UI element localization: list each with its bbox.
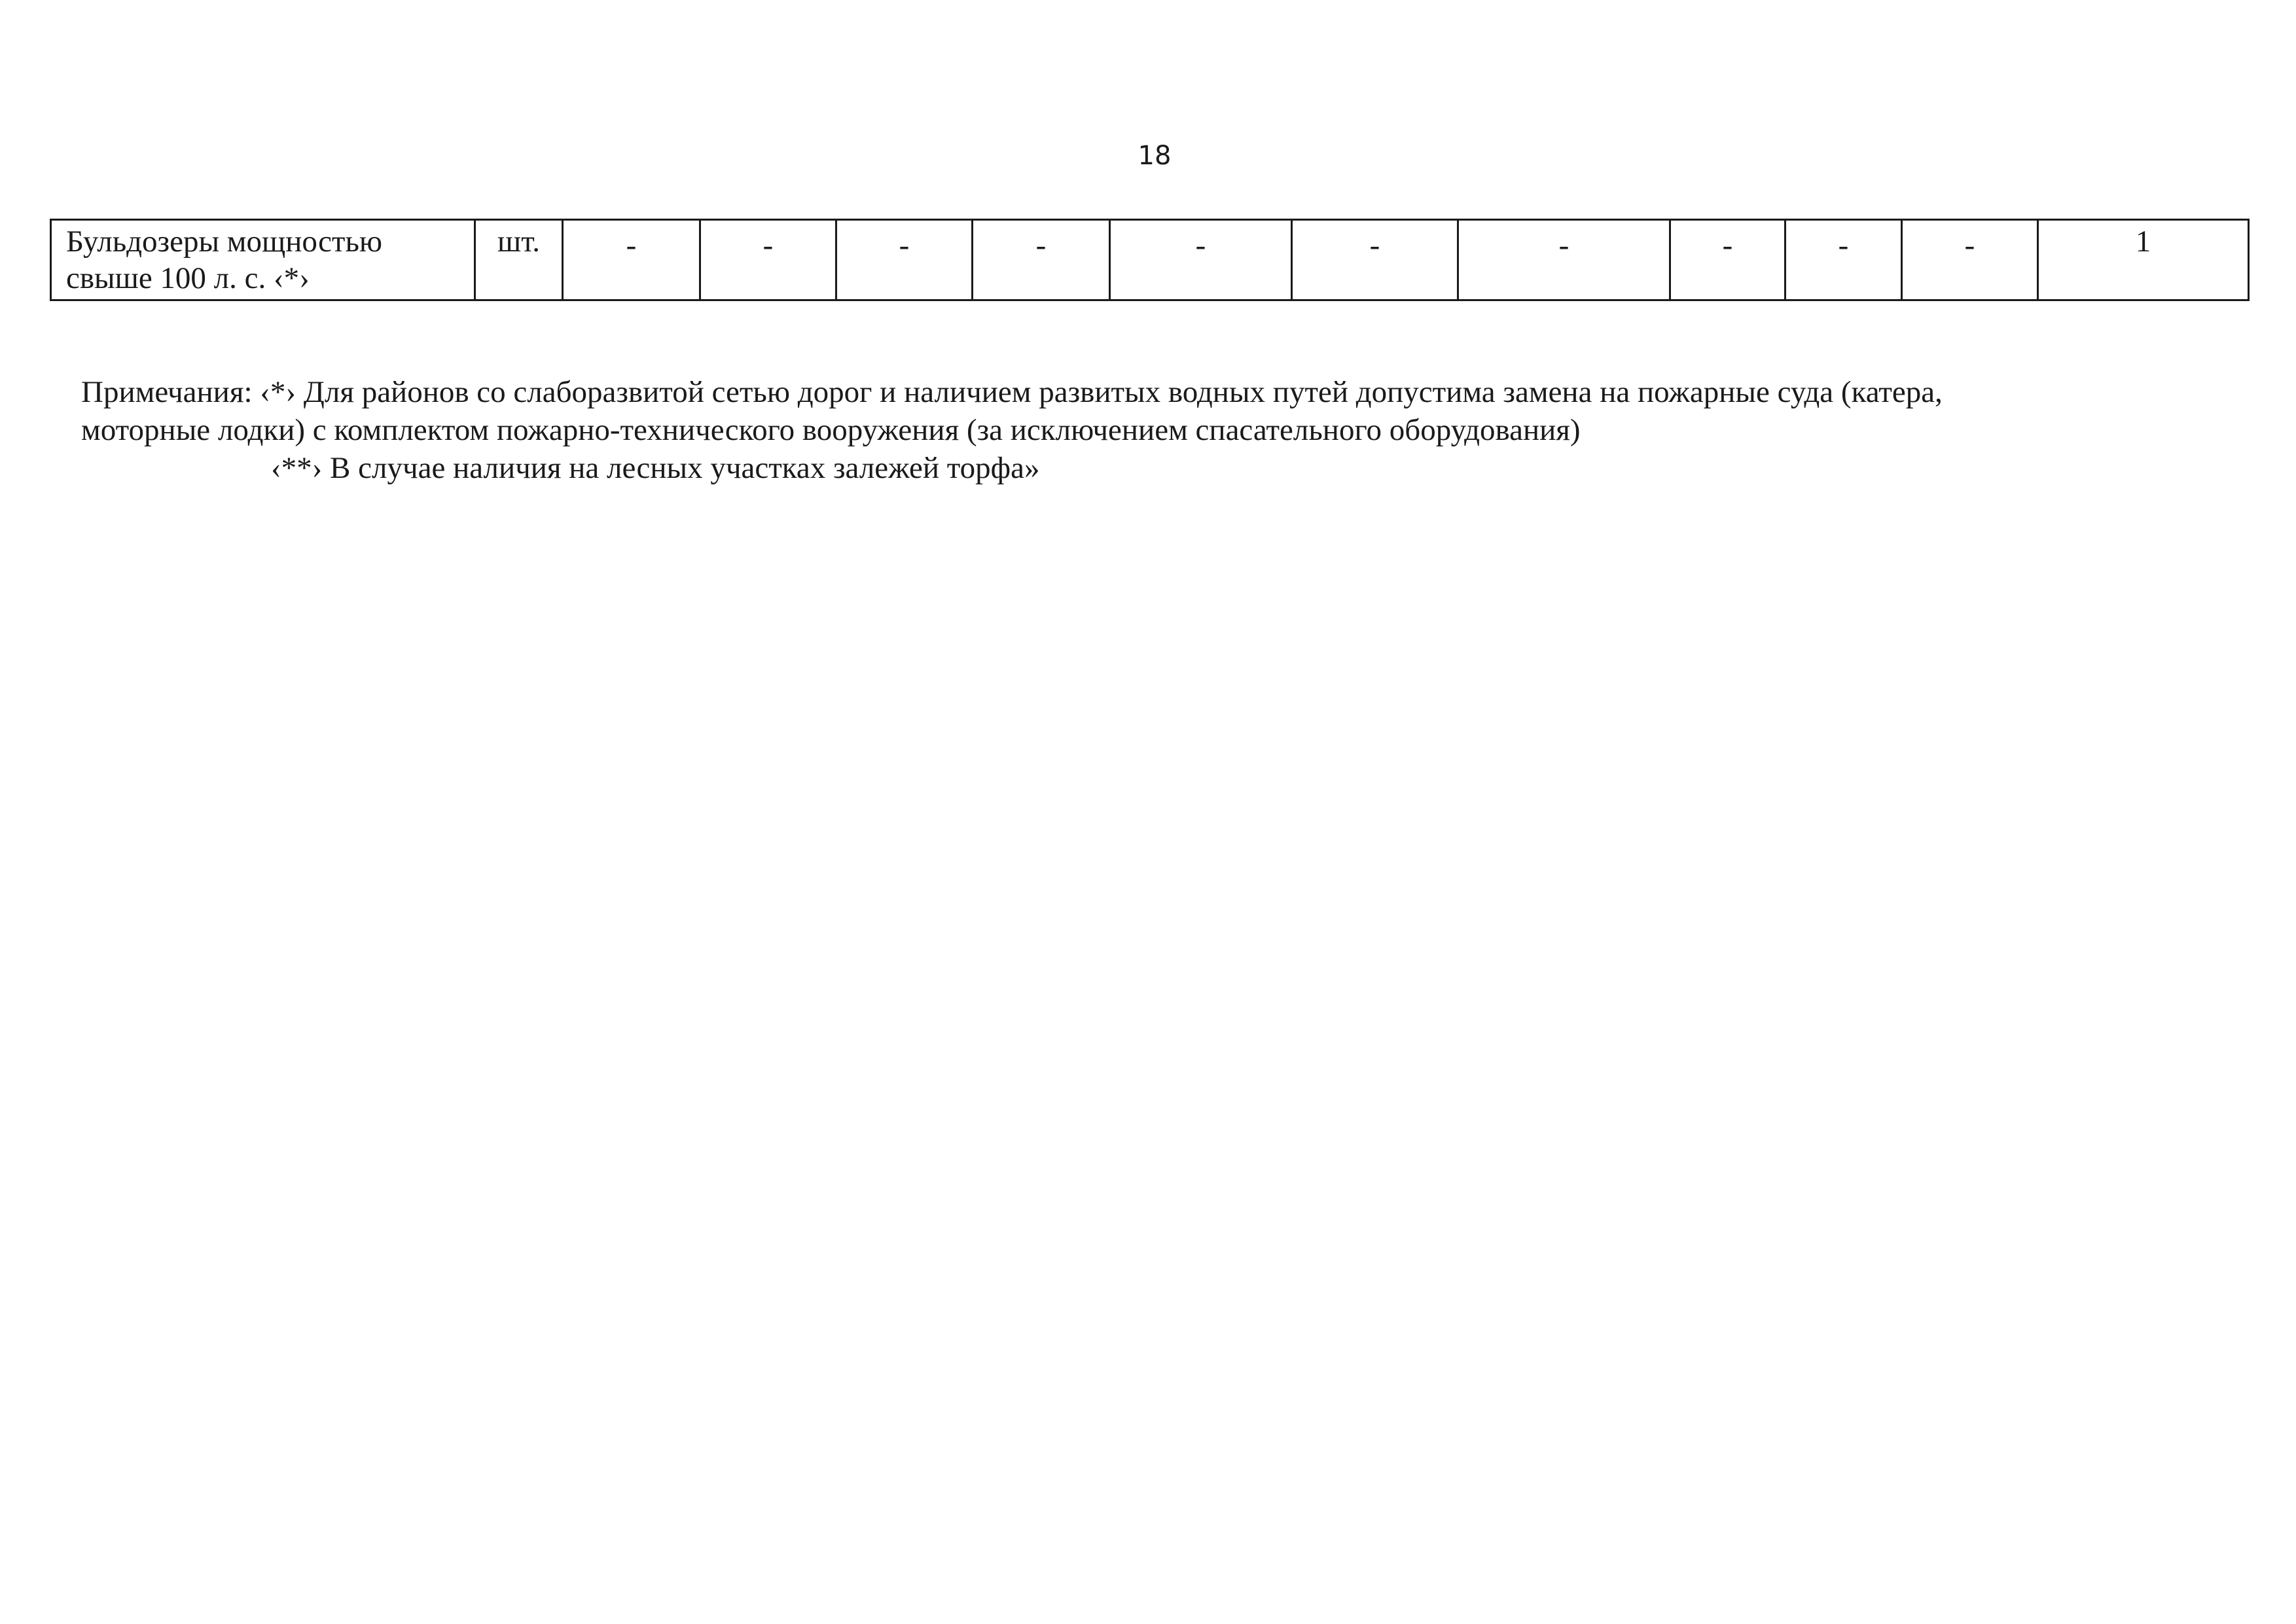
- value-cell-3: -: [836, 220, 973, 300]
- value-cell-9: -: [1785, 220, 1902, 300]
- equipment-table: [50, 219, 2250, 301]
- value-cell-7: -: [1458, 220, 1670, 300]
- note-line-2: моторные лодки) с комплектом пожарно-технического вооружения (за исключением спасательного оборудования): [81, 413, 1581, 447]
- equipment-name-line-1: Бульдозеры мощностью: [66, 225, 383, 259]
- equipment-name-cell: [51, 220, 475, 300]
- value-cell-8: -: [1670, 220, 1785, 300]
- notes-block: [81, 373, 2241, 487]
- unit-cell: шт.: [475, 220, 563, 300]
- value-cell-11: 1: [2038, 220, 2249, 300]
- page-number: 18: [1138, 141, 1172, 171]
- note-line-1: Примечания: ‹*› Для районов со слаборазвитой сетью дорог и наличием развитых водных путей допустима замена на пожарные суда (катера,: [81, 375, 1943, 409]
- value-cell-4: -: [973, 220, 1110, 300]
- value-cell-6: -: [1292, 220, 1458, 300]
- value-cell-2: -: [700, 220, 836, 300]
- table-row: [51, 220, 2249, 300]
- equipment-name-line-2: свыше 100 л. с. ‹*›: [66, 261, 310, 295]
- note-line-3: ‹**› В случае наличия на лесных участках залежей торфа»: [271, 451, 1040, 485]
- value-cell-10: -: [1902, 220, 2038, 300]
- value-cell-5: -: [1110, 220, 1292, 300]
- value-cell-1: -: [563, 220, 700, 300]
